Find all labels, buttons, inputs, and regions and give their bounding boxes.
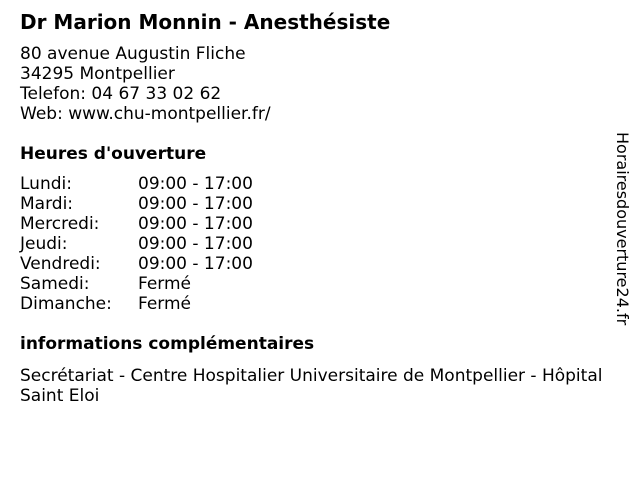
hours-row-sunday [20, 294, 616, 314]
opening-hours-table [20, 174, 616, 314]
hours-time: 09:00 - 17:00 [138, 254, 253, 274]
hours-row-friday [20, 254, 616, 274]
hours-day: Jeudi: [20, 234, 68, 254]
hours-row-thursday [20, 234, 616, 254]
hours-row-saturday [20, 274, 616, 294]
hours-day: Lundi: [20, 174, 72, 194]
hours-time: Fermé [138, 274, 192, 294]
address-block [20, 44, 616, 124]
hours-day: Dimanche: [20, 294, 112, 314]
phone-number: Telefon: 04 67 33 02 62 [20, 84, 222, 104]
hours-time: 09:00 - 17:00 [138, 234, 253, 254]
info-heading: informations complémentaires [20, 334, 315, 354]
address-street: 80 avenue Augustin Fliche [20, 44, 246, 64]
hours-time: 09:00 - 17:00 [138, 174, 253, 194]
hours-time: 09:00 - 17:00 [138, 214, 253, 234]
hours-row-wednesday [20, 214, 616, 234]
hours-row-monday [20, 174, 616, 194]
website-line: Web: www.chu-montpellier.fr/ [20, 104, 271, 124]
page-title: Dr Marion Monnin - Anesthésiste [20, 10, 391, 34]
practitioner-card [20, 10, 616, 406]
hours-day: Mercredi: [20, 214, 100, 234]
address-city: 34295 Montpellier [20, 64, 175, 84]
hours-time: 09:00 - 17:00 [138, 194, 253, 214]
hours-day: Samedi: [20, 274, 90, 294]
hours-heading: Heures d'ouverture [20, 144, 207, 164]
info-text: Secrétariat - Centre Hospitalier Universitaire de Montpellier - Hôpital Saint Eloi [20, 366, 603, 406]
hours-row-tuesday [20, 194, 616, 214]
site-watermark: Horairesdouverture24.fr [613, 132, 632, 326]
hours-day: Mardi: [20, 194, 74, 214]
hours-day: Vendredi: [20, 254, 101, 274]
hours-time: Fermé [138, 294, 192, 314]
